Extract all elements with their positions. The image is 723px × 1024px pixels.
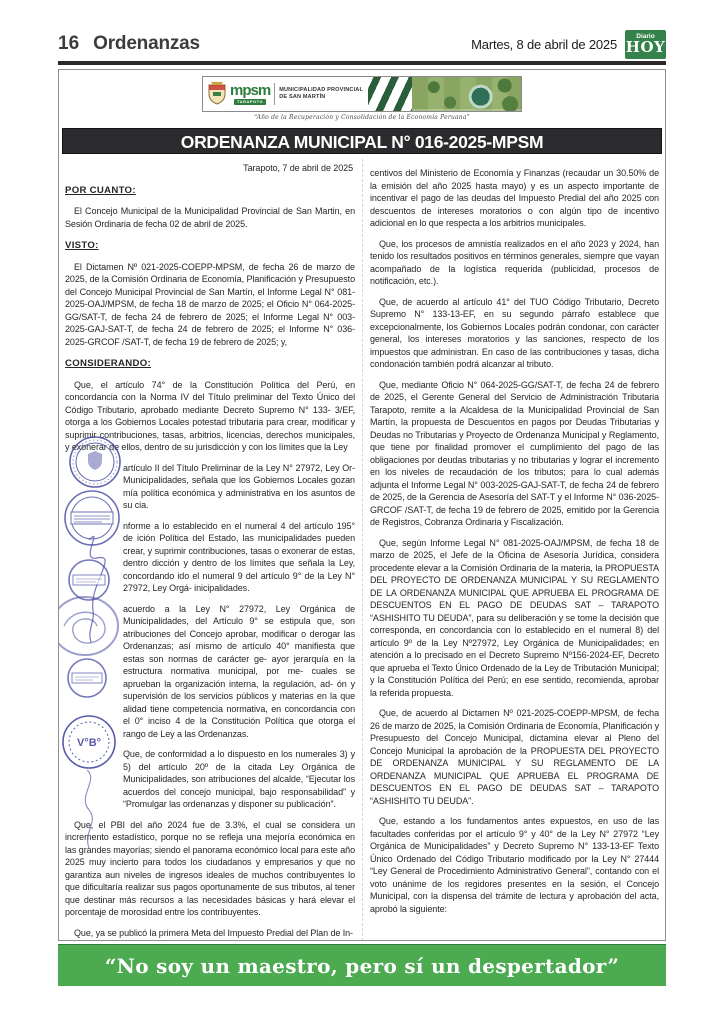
page-header-right	[471, 30, 666, 59]
paragraph: Que, ya se publicó la primera Meta del Impuesto Predial del Plan de In-	[74, 927, 353, 938]
org-name-line1: MUNICIPALIDAD PROVINCIAL	[279, 86, 364, 93]
page-number: 16	[58, 33, 80, 54]
dateline: Tarapoto, 7 de abril de 2025	[243, 163, 353, 173]
section-heading: VISTO:	[65, 240, 99, 251]
paragraph: El Dictamen Nº 021-2025-COEPP-MPSM, de fecha 26 de marzo de 2025, de la Comisión Ordinaria de Economía, Planificación y Presupuesto del Concejo Municipal Provincial de San Martín, el Informe Legal N° 081-2025-OAJ/MPSM, de fecha 18 de marzo de 2025; el Oficio N° 064-2025-GG/SAT-T, de fecha 24 de febrero de 2025; el Informe Legal N° 003-2025-GAJ-SAT-T, de fecha 24 de febrero de 2025; el Informe N° 036-2025-GRCOF /SAT-T, de fecha 19 de febrero de 2025; y,	[65, 261, 355, 347]
green-stripes-decoration	[368, 77, 412, 111]
header-divider-rule	[58, 61, 666, 65]
masthead-banner	[202, 76, 522, 112]
mpsm-city: TARAPOTO	[234, 99, 266, 105]
paragraph: El Concejo Municipal de la Municipalidad Provincial de San Martin, en Sesión Ordinaria de fecha 02 de abril de 2025.	[65, 206, 355, 229]
paragraph: centivos del Ministerio de Economía y Finanzas (recaudar un 30.50% de la emisión del año 2025 hasta mayo) y es un aspecto importante de incentivar el pago de las deudas del Impuesto Predial del año 2025 con descuentos de intereses moratorios o con algún tipo de incentivo adicional en lo que respecta a los arbitrios municipales.	[370, 168, 659, 228]
page-header	[58, 28, 666, 60]
paragraph: Que, mediante Oficio N° 064-2025-GG/SAT-T, de fecha 24 de febrero de 2025, el Gerente General del Servicio de Administración Tributaria Tarapoto, remite a la Alcaldesa de la Municipalidad Provincial de San Martín, la propuesta de Descuentos en pagos por Deudas Tributarias y Deudas no Tributarias y Proyecto de Ordenanza Municipal y Reglamento, que tiene por finalidad promover el cumplimiento del pago de las obligaciones por deudas tributarias y no tributarias y lograr el incremento en los niveles de recaudación de los tributos; para lo cual además adjunta el Informe Legal N° 003-2025-GAJ-SAT-T, de fecha 24 de febrero de 2025, de la Gerencia de Asesoría del SAT-T y el Informe N° 036-2025-GRCOF /SAT-T, de fecha 19 de febrero de 2025, emitido por la Gerencia de Registros, Cobranza Ordinaria y Fiscalización.	[370, 379, 659, 527]
paragraph: Que, el PBI del año 2024 fue de 3.3%, el cual se considera un incremento estadístico, porque no se refleja una mejoría económica en las grandes mayorías; siendo el panorama económico local para este año 2025 muy incierto para todos los ciudadanos y empresarios y que no garantiza aun niveles de ingresos ideales de muchos contribuyentes lo que dificultaría realizar sus pagos oportunamente de sus tributos, al tener que destinar más recursos a las necesidades básicas y hará elevar el porcentaje de morosidad entre los contribuyentes.	[65, 819, 355, 917]
left-column	[65, 159, 362, 941]
diario-hoy-logo-main: HOY	[625, 38, 666, 56]
section-heading: CONSIDERANDO:	[65, 358, 151, 369]
ordinance-title-banner: ORDENANZA MUNICIPAL N° 016-2025-MPSM	[62, 128, 662, 154]
section-title: Ordenanzas	[93, 33, 200, 54]
paragraph: Que, los procesos de amnistía realizados en el año 2023 y 2024, han tenido los resultados positivos en términos generales, siempre que vayan acompañado de la logística requerida (publicidad, procesos de notificación, etc.).	[370, 238, 659, 286]
org-name-line2: DE SAN MARTÍN	[279, 94, 326, 100]
paragraph: acuerdo a la Ley N° 27972, Ley Orgánica de Municipalidades, del Artículo 9° se estipula que, son atribuciones del Concejo aprobar, modificar o derogar las Ordenanzas; así mismo de artículo 40° manifiesta que estas son normas de carácter ge- ayor jerarquía en la estructura normativa municipal, por me- cuales se aprueban la organización interna, la regulación, ad- ón y supervisión de los servicios públicos y materias en la que alidad tiene competencia normativa, en concordancia con el 0° inciso 4 de la Constitución Política que otorga el rango de Ley a las Ordenanzas.	[123, 603, 355, 739]
document-frame	[58, 69, 666, 941]
official-year-slogan: “Año de la Recuperación y Consolidación de la Economía Peruana”	[254, 114, 470, 121]
vb-stamp-label: V°B°	[76, 737, 102, 749]
masthead	[59, 76, 665, 121]
org-name	[279, 87, 363, 101]
footer-quote-banner: “No soy un maestro, pero sí un despertador”	[58, 944, 666, 986]
coat-of-arms-icon	[207, 82, 227, 106]
paragraph: Que, según Informe Legal N° 081-2025-OAJ/MPSM, de fecha 18 de marzo de 2025, el Jefe de la Oficina de Asesoría Jurídica, considera procedente elevar a la Comisión Ordinaria de la materia, la PROPUESTA DEL PROYECTO DE ORDENANZA MUNICIPAL Y SU REGLAMENTO DE LA ORDENANZA MUNICIPAL QUE APRUEBA EL PROGRAMA DE DESCUENTOS EN EL PAGO DE DEUDAS SAT – TARAPOTO “ASHISHITO TU DEUDA”, para su deliberación y se tome la decisión que corresponda, en concordancia con lo establecido en el numeral 8) del artículo 9º de la Ley Nº27972, Ley Orgánica de Municipalidades; en atención a lo precisado en el Decreto Supremo Nº156-2024-EF, Decreto que aprueba el Texto Único Ordenado de la Ley de Tributación Municipal; y la Constitución Política del Perú; en ese sentido, recomienda, aprobar la referida propuesta.	[370, 537, 659, 698]
page-header-left	[58, 33, 200, 55]
diario-hoy-logo	[625, 30, 666, 59]
right-column	[362, 159, 659, 941]
paragraph: Que, de acuerdo al artículo 41° del TUO Código Tributario, Decreto Supremo N° 133-13-EF, en su segundo párrafo establece que excepcionalmente, los Gobiernos Locales podrán condonar, con carácter general, los intereses moratorios y las sanciones, respecto de los impuestos que administran. En caso de las contribuciones y tasas, dicha condonación también podrá alcanzar al tributo.	[370, 296, 659, 369]
paragraph: Que, de conformidad a lo dispuesto en los numerales 3) y 5) del artículo 20º de la citada Ley Orgánica de Municipalidades, son atribuciones del alcalde, “Ejecutar los acuerdos del concejo municipal, bajo responsabilidad” y “Promulgar las ordenanzas y disponer su publicación”.	[123, 749, 355, 809]
diario-hoy-logo-top: Diario	[636, 33, 655, 40]
paragraph: artículo II del Título Preliminar de la Ley N° 27972, Ley Or- Municipalidades, señala que los Gobiernos Locales gozan mía política económica y administrativa en los asuntos de su cia.	[123, 462, 355, 510]
paragraph: Que, el artículo 74° de la Constitución Política del Perú, en concordancia con la Norma IV del Título preliminar del Texto Único del Código Tributario, aprobado mediante Decreto Supremo N° 133- 3/EF, otorga a los Gobiernos Locales potestad tributaria para crear, modificar y suprimir contribuciones, tasas, arbitrios, licencias, derechos municipales, y exonerar de ellos, dentro de su jurisdicción y con los límites que la Ley	[65, 379, 355, 452]
paragraph: Que, estando a los fundamentos antes expuestos, en uso de las facultades conferidas por el artículo 9° y 40° de la Ley N° 27972 “Ley Orgánica de Municipalidades” y Decreto Supremo N° 133-13-EF Texto Único Ordenado del Código Tributario modificado por la Ley N° 27444 “Ley General de Procedimiento Administrativo General”, contando con el voto unánime de los regidores presentes en la sesión, el Concejo Municipal, con la dispensa del trámite de lectura y aprobación del acta, aprobó la siguiente:	[370, 816, 659, 914]
issue-date: Martes, 8 de abril de 2025	[471, 36, 617, 52]
paragraph: nforme a lo establecido en el numeral 4 del artículo 195° de ición Política del Estado, las municipalidades pueden crear, y suprimir contribuciones, tasas o exonerar de estas, dentro dicción y dentro de los límites que señala la Ley, concordando ido el numeral 9 del artículo 9° de la Ley N° 27972, Ley Orgá- inicipalidades.	[123, 520, 355, 593]
masthead-divider	[274, 83, 275, 105]
mpsm-abbr: mpsm	[230, 82, 271, 99]
paragraph: Que, de acuerdo al Dictamen Nº 021-2025-COEPP-MPSM, de fecha 26 de marzo de 2025, la Comisión Ordinaria de Economía, Planificación y Presupuesto del Concejo Municipal, dictamina elevar al Pleno del Concejo Municipal la aprobación de la PROPUESTA DEL PROYECTO DE ORDENANZA MUNICIPAL Y SU REGLAMENTO DE LA ORDENANZA MUNICIPAL QUE APRUEBA EL PROGRAMA DE DESCUENTOS EN EL PAGO DE DEUDAS SAT – TARAPOTO “ASHISHITO TU DEUDA”.	[370, 708, 659, 806]
plaza-aerial-photo	[412, 77, 521, 111]
ordinance-body	[65, 159, 659, 941]
mpsm-wordmark	[230, 83, 270, 105]
section-heading: POR CUANTO:	[65, 184, 136, 196]
